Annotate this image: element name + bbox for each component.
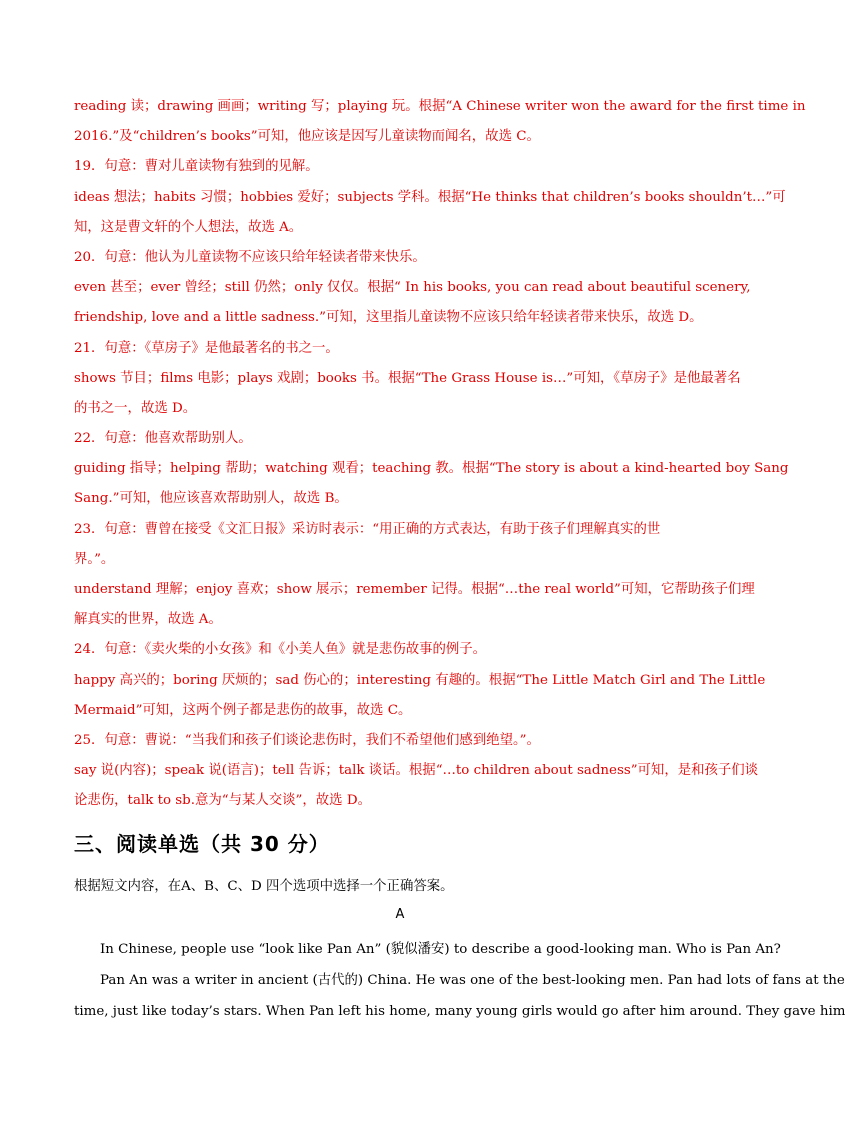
explanation-line: even 甚至；ever 曾经；still 仍然；only 仅仅。根据“ In his books, you can read about beautiful scenery, xyxy=(74,280,751,296)
explanation-line: happy 高兴的；boring 厌烦的；sad 伤心的；interesting 有趣的。根据“The Little Match Girl and The Little xyxy=(74,672,766,688)
passage-line: time, just like today’s stars. When Pan left his home, many young girls would go after him around. They gave him xyxy=(74,1004,845,1019)
reading-passage xyxy=(0,934,845,1027)
explanation-line: 19．句意：曹对儿童读物有独到的见解。 xyxy=(74,159,319,175)
passage-line: Pan An was a writer in ancient (古代的) China. He was one of the best-looking men. Pan had lots of fans at the xyxy=(100,973,845,988)
passage-label: A xyxy=(395,907,405,922)
explanation-line: 25．句意：曹说：“当我们和孩子们谈论悲伤时，我们不希望他们感到绝望。”。 xyxy=(74,732,540,748)
explanation-line: 知，这是曹文轩的个人想法，故选 A。 xyxy=(74,219,303,235)
explanation-line: reading 读；drawing 画画；writing 写；playing 玩。根据“A Chinese writer won the award for the first time in xyxy=(74,99,806,114)
explanation-line: guiding 指导；helping 帮助；watching 观看；teaching 教。根据“The story is about a kind-hearted boy Sang xyxy=(74,461,789,477)
explanation-line: understand 理解；enjoy 喜欢；show 展示；remember 记得。根据“…the real world”可知，它帮助孩子们理 xyxy=(74,582,755,597)
explanation-line: 23．句意：曹曾在接受《文汇日报》采访时表示：“用正确的方式表达，有助于孩子们理解真实的世 xyxy=(74,521,661,537)
explanation-line: 21．句意：《草房子》是他最著名的书之一。 xyxy=(74,340,339,356)
explanation-line: 24．句意：《卖火柴的小女孩》和《小美人鱼》就是悲伤故事的例子。 xyxy=(74,642,487,658)
explanation-line: say 说(内容)；speak 说(语言)；tell 告诉；talk 谈话。根据“…to children about sadness”可知，是和孩子们谈 xyxy=(74,763,759,779)
section-instruction: 根据短文内容，在A、B、C、D 四个选项中选择一个正确答案。 xyxy=(74,879,454,894)
passage-line: In Chinese, people use “look like Pan An” (貌似潘安) to describe a good-looking man. Who is Pan An? xyxy=(100,942,781,957)
section-title: 三、阅读单选（共 30 分） xyxy=(74,832,330,856)
explanation-line: Sang.”可知，他应该喜欢帮助别人，故选 B。 xyxy=(74,491,348,507)
explanation-line: 界。”。 xyxy=(74,551,115,567)
explanation-line: Mermaid”可知，这两个例子都是悲伤的故事，故选 C。 xyxy=(74,702,412,718)
explanation-line: 的书之一，故选 D。 xyxy=(74,400,197,416)
explanation-line: friendship, love and a little sadness.”可知，这里指儿童读物不应该只给年轻读者带来快乐，故选 D。 xyxy=(74,310,703,326)
explanation-line: shows 节目；films 电影；plays 戏剧；books 书。根据“The Grass House is…”可知，《草房子》是他最著名 xyxy=(74,370,741,386)
explanation-line: 解真实的世界，故选 A。 xyxy=(74,612,222,628)
explanation-line: 论悲伤，talk to sb.意为“与某人交谈”，故选 D。 xyxy=(74,793,371,809)
explanation-line: ideas 想法；habits 习惯；hobbies 爱好；subjects 学科。根据“He thinks that children’s books shouldn’t…”可 xyxy=(74,189,786,205)
explanation-line: 22．句意：他喜欢帮助别人。 xyxy=(74,431,252,447)
answer-explanations xyxy=(0,92,806,817)
explanation-line: 20．句意：他认为儿童读物不应该只给年轻读者带来快乐。 xyxy=(74,249,426,265)
explanation-line: 2016.”及“children’s books”可知，他应该是因写儿童读物而闻名，故选 C。 xyxy=(74,129,540,145)
